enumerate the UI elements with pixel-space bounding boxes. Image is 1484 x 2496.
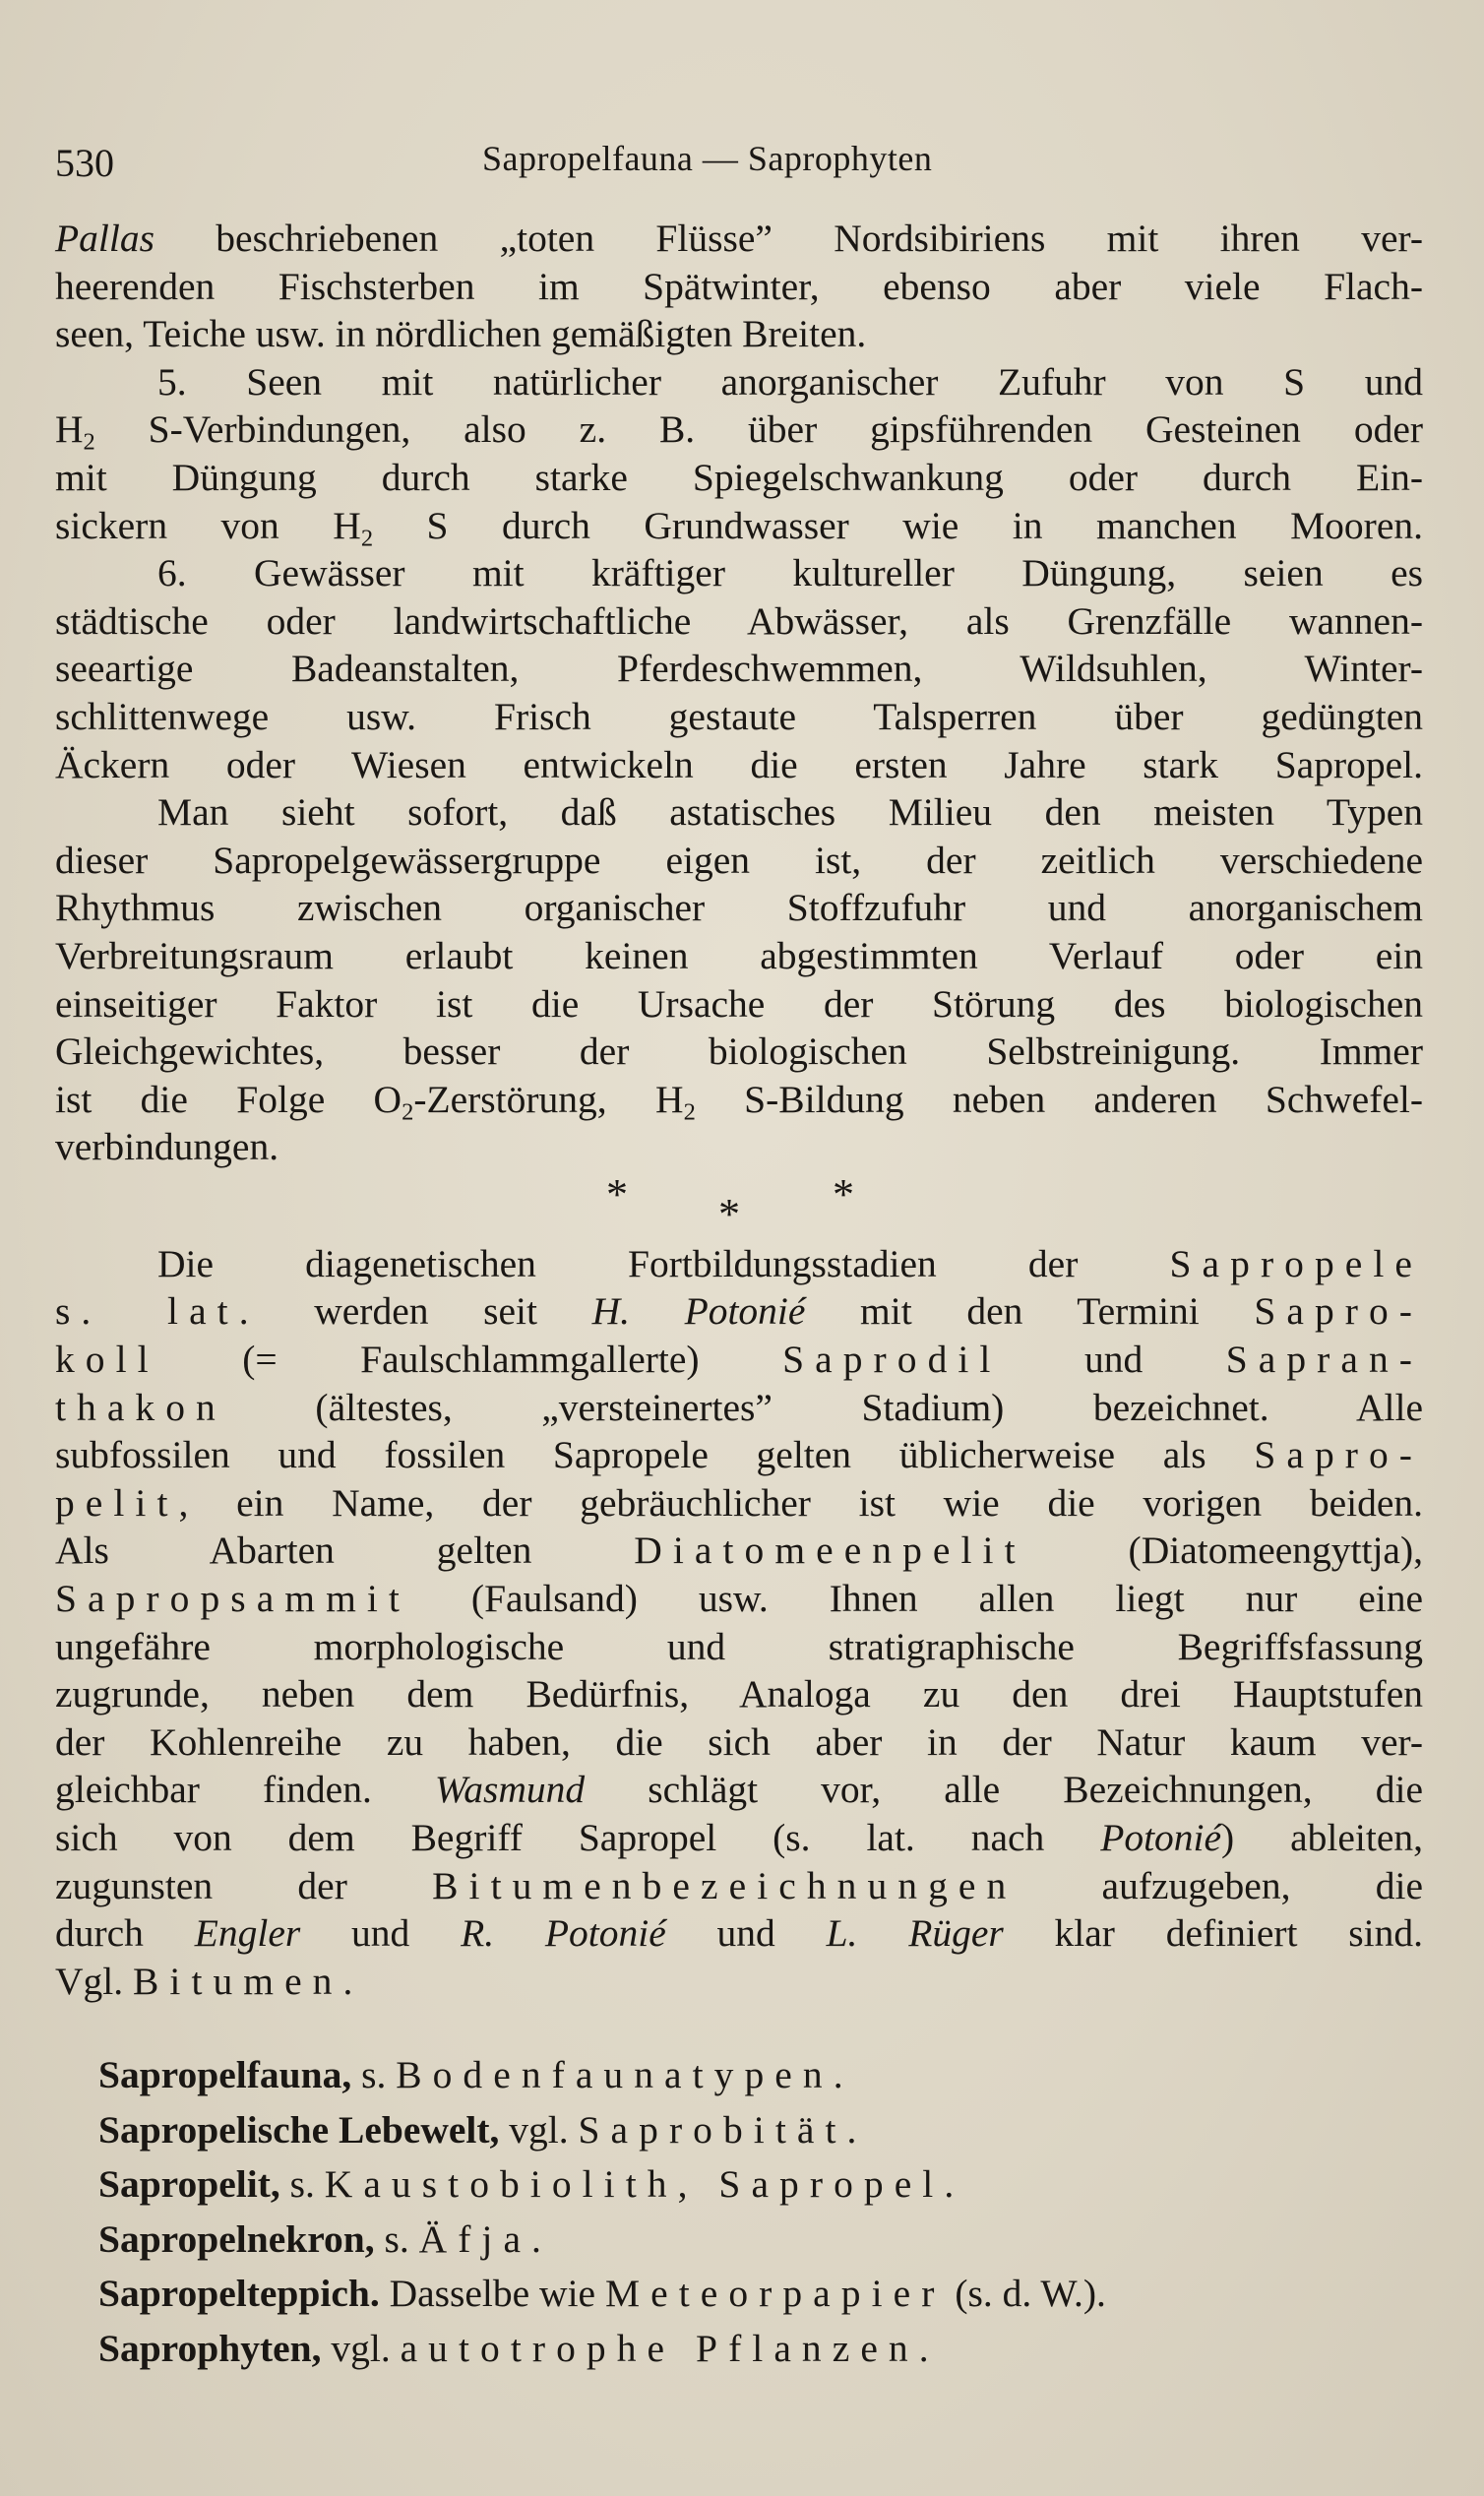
author-name: Pallas bbox=[55, 217, 155, 260]
page-header bbox=[55, 130, 1413, 185]
main-text bbox=[55, 215, 1423, 2005]
text-line: subfossilen und fossilen Sapropele gelten üblicherweise als Sapro- bbox=[55, 1433, 1423, 1477]
text-line: verbindungen. bbox=[55, 1125, 279, 1169]
text-line: s. lat. werden seit H. Potonié mit den Termini Sapro- bbox=[55, 1289, 1423, 1334]
text-line: seeartige Badeanstalten, Pferdeschwemmen, Wildsuhlen, Winter- bbox=[55, 647, 1423, 691]
text-line: dieser Sapropelgewässergruppe eigen ist, der zeitlich verschiedene bbox=[55, 838, 1423, 882]
text-line: Als Abarten gelten Diatomeenpelit (Diatomeengyttja), bbox=[55, 1529, 1423, 1573]
text-line: ist die Folge $O_2$-Zerstörung, $H_2$ S-Bildung neben anderen Schwefel- bbox=[55, 1077, 1424, 1126]
text-line: der Kohlenreihe zu haben, die sich aber in der Natur kaum ver- bbox=[55, 1719, 1423, 1764]
text-line: Vgl. Bitumen. bbox=[55, 1959, 353, 2003]
text-line: Sapropsammit (Faulsand) usw. Ihnen allen liegt nur eine bbox=[55, 1577, 1423, 1621]
text-line: koll (= Faulschlammgallerte) Saprodil und Sapran- bbox=[55, 1338, 1424, 1382]
text-line: 5. Seen mit natürlicher anorganischer Zufuhr von S und bbox=[157, 359, 1423, 404]
dictionary-entry: Sapropelteppich. Dasselbe wie Meteorpapier (s. d. W.). bbox=[98, 2272, 1106, 2315]
asterisk: * bbox=[718, 1189, 740, 1238]
text-line: Verbreitungsraum erlaubt keinen abgestimmten Verlauf oder ein bbox=[55, 933, 1423, 977]
text-line: sich von dem Begriff Sapropel (s. lat. nach Potonié) ableiten, bbox=[55, 1816, 1423, 1859]
text-line: Rhythmus zwischen organischer Stoffzufuhr und anorganischem bbox=[55, 886, 1423, 930]
page-number: 530 bbox=[55, 141, 114, 185]
dictionary-entry: Sapropelische Lebewelt, vgl. Saprobität. bbox=[98, 2107, 857, 2152]
dictionary-entry: Saprophyten, vgl. autotrophe Pflanzen. bbox=[98, 2326, 929, 2370]
dictionary-entries bbox=[98, 2052, 1407, 2380]
text-line: städtische oder landwirtschaftliche Abwässer, als Grenzfälle wannen- bbox=[55, 598, 1423, 643]
text-line: sickern von $H_2$ S durch Grundwasser wie in manchen Mooren. bbox=[55, 503, 1423, 551]
text-line: seen, Teiche usw. in nördlichen gemäßigten Breiten. bbox=[55, 312, 867, 356]
dictionary-entry: Sapropelnekron, s. Äfja. bbox=[98, 2216, 541, 2261]
text-line: durch Engler und R. Potonié und L. Rüger klar definiert sind. bbox=[55, 1911, 1424, 1956]
text-line: Pallas beschriebenen „toten Flüsse” Nordsibiriens mit ihren ver- bbox=[55, 217, 1423, 260]
text-line: gleichbar finden. Wasmund schlägt vor, alle Bezeichnungen, die bbox=[55, 1768, 1424, 1812]
dictionary-entry: Sapropelit, s. Kaustobiolith, Sapropel. bbox=[98, 2162, 955, 2206]
section-separator bbox=[55, 1171, 1423, 1240]
running-head: Sapropelfauna — Saprophyten bbox=[482, 139, 933, 178]
text-line: mit Düngung durch starke Spiegelschwankung oder durch Ein- bbox=[55, 455, 1423, 499]
text-line: Äckern oder Wiesen entwickeln die ersten Jahre stark Sapropel. bbox=[55, 742, 1423, 786]
text-line: $H_2$ S-Verbindungen, also z. B. über gipsführenden Gesteinen oder bbox=[55, 407, 1423, 456]
text-line: schlittenwege usw. Frisch gestaute Talsperren über gedüngten bbox=[55, 694, 1423, 738]
text-line: Gleichgewichtes, besser der biologischen Selbstreinigung. Immer bbox=[55, 1030, 1423, 1074]
asterisk: * bbox=[833, 1169, 854, 1218]
text-line: thakon (ältestes, „versteinertes” Stadium) bezeichnet. Alle bbox=[55, 1385, 1423, 1429]
dictionary-entry: Sapropelfauna, s. Bodenfaunatypen. bbox=[98, 2053, 843, 2096]
text-line: 6. Gewässer mit kräftiger kultureller Düngung, seien es bbox=[157, 551, 1423, 595]
text-line: ungefähre morphologische und stratigraphische Begriffsfassung bbox=[55, 1624, 1423, 1668]
text-line: Die diagenetischen Fortbildungsstadien der Sapropele bbox=[157, 1241, 1423, 1285]
text-line: pelit, ein Name, der gebräuchlicher ist wie die vorigen beiden. bbox=[55, 1480, 1423, 1525]
text-line: Man sieht sofort, daß astatisches Milieu den meisten Typen bbox=[157, 790, 1423, 835]
asterisk: * bbox=[606, 1169, 628, 1218]
text-line: heerenden Fischsterben im Spätwinter, ebenso aber viele Flach- bbox=[55, 264, 1423, 308]
text-line: zugrunde, neben dem Bedürfnis, Analoga zu den drei Hauptstufen bbox=[55, 1672, 1423, 1716]
text-line: zugunsten der Bitumenbezeichnungen aufzugeben, die bbox=[55, 1863, 1423, 1907]
text-line: einseitiger Faktor ist die Ursache der Störung des biologischen bbox=[55, 981, 1423, 1026]
